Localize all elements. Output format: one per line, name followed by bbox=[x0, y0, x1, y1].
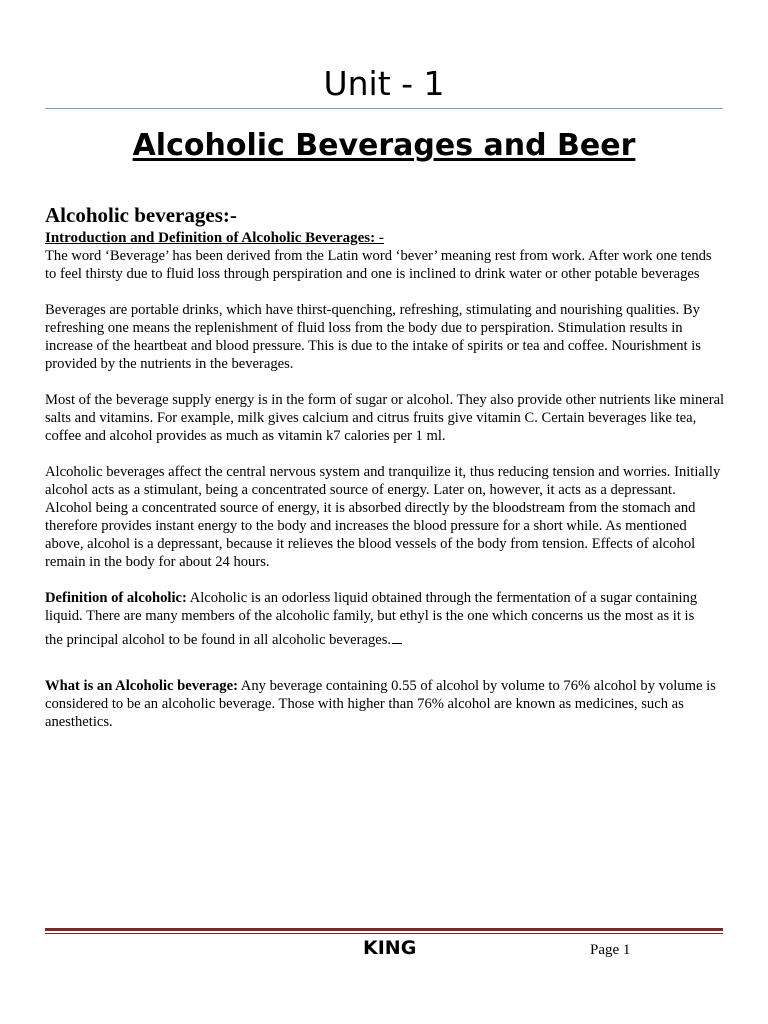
definition-text: Alcoholic is an odorless liquid obtained through the fermentation of a sugar containing liquid. There are many members of the alcoholic family, but ethyl is the one which concerns us the most as it is bbox=[45, 590, 698, 624]
header-rule bbox=[45, 108, 723, 109]
what-is-text: Any beverage containing 0.55 of alcohol by volume to 76% alcohol by volume is considered to be an alcoholic beverage. Those with higher than 76% alcohol are known as medicines, such as anesthetics. bbox=[45, 678, 716, 730]
trailing-underline bbox=[392, 631, 402, 644]
definition-tail-line bbox=[45, 631, 725, 649]
paragraph-energy-supply: Most of the beverage supply energy is in the form of sugar or alcohol. They also provide other nutrients like mineral salts and vitamins. For example, milk gives calcium and citrus fruits give vitamin C. Certain beverages like tea, coffee and alcohol provides as much as vitamin k7 calories per 1 ml. bbox=[45, 392, 725, 444]
document-body bbox=[45, 201, 725, 749]
paragraph-definition bbox=[45, 589, 725, 649]
paragraph-what-is bbox=[45, 677, 725, 731]
footer-rule-thick bbox=[45, 928, 723, 931]
definition-label: Definition of alcoholic: bbox=[45, 590, 187, 606]
paragraph-nervous-system: Alcoholic beverages affect the central nervous system and tranquilize it, thus reducing tension and worries. Initially alcohol acts as a stimulant, being a concentrated source of energy. Later on, however, it acts as a depressant. Alcohol being a concentrated source of energy, it is absorbed directly by the bloodstream from the stomach and therefore provides instant energy to the body and increases the blood pressure for a short while. As mentioned above, alcohol is a depressant, because it relieves the blood vessels of the body from tension. Effects of alcohol remain in the body for about 24 hours. bbox=[45, 464, 721, 570]
paragraph-beverage-origin: The word ‘Beverage’ has been derived from the Latin word ‘bever’ meaning rest from work. After work one tends to feel thirsty due to fluid loss through perspiration and one is inclined to drink water or other potable beverages bbox=[45, 248, 712, 282]
footer-brand: KING bbox=[363, 937, 417, 959]
spacer bbox=[45, 649, 725, 677]
footer-rule-thin bbox=[45, 933, 723, 934]
unit-title: Unit - 1 bbox=[323, 64, 445, 103]
definition-tail: the principal alcohol to be found in all alcoholic beverages. bbox=[45, 632, 392, 648]
paragraph-beverage-qualities: Beverages are portable drinks, which have thirst-quenching, refreshing, stimulating and nourishing qualities. By refreshing one means the replenishment of fluid loss from the body due to perspiration. Stimulation results in increase of the heartbeat and blood pressure. This is due to the intake of spirits or tea and coffee. Nourishment is provided by the nutrients in the beverages. bbox=[45, 302, 701, 372]
what-is-label: What is an Alcoholic beverage: bbox=[45, 678, 238, 694]
sub-heading: Introduction and Definition of Alcoholic Beverages: - bbox=[45, 230, 384, 246]
page-number: Page 1 bbox=[590, 942, 631, 958]
page-title: Alcoholic Beverages and Beer bbox=[132, 128, 636, 163]
section-heading: Alcoholic beverages:- bbox=[45, 203, 237, 227]
